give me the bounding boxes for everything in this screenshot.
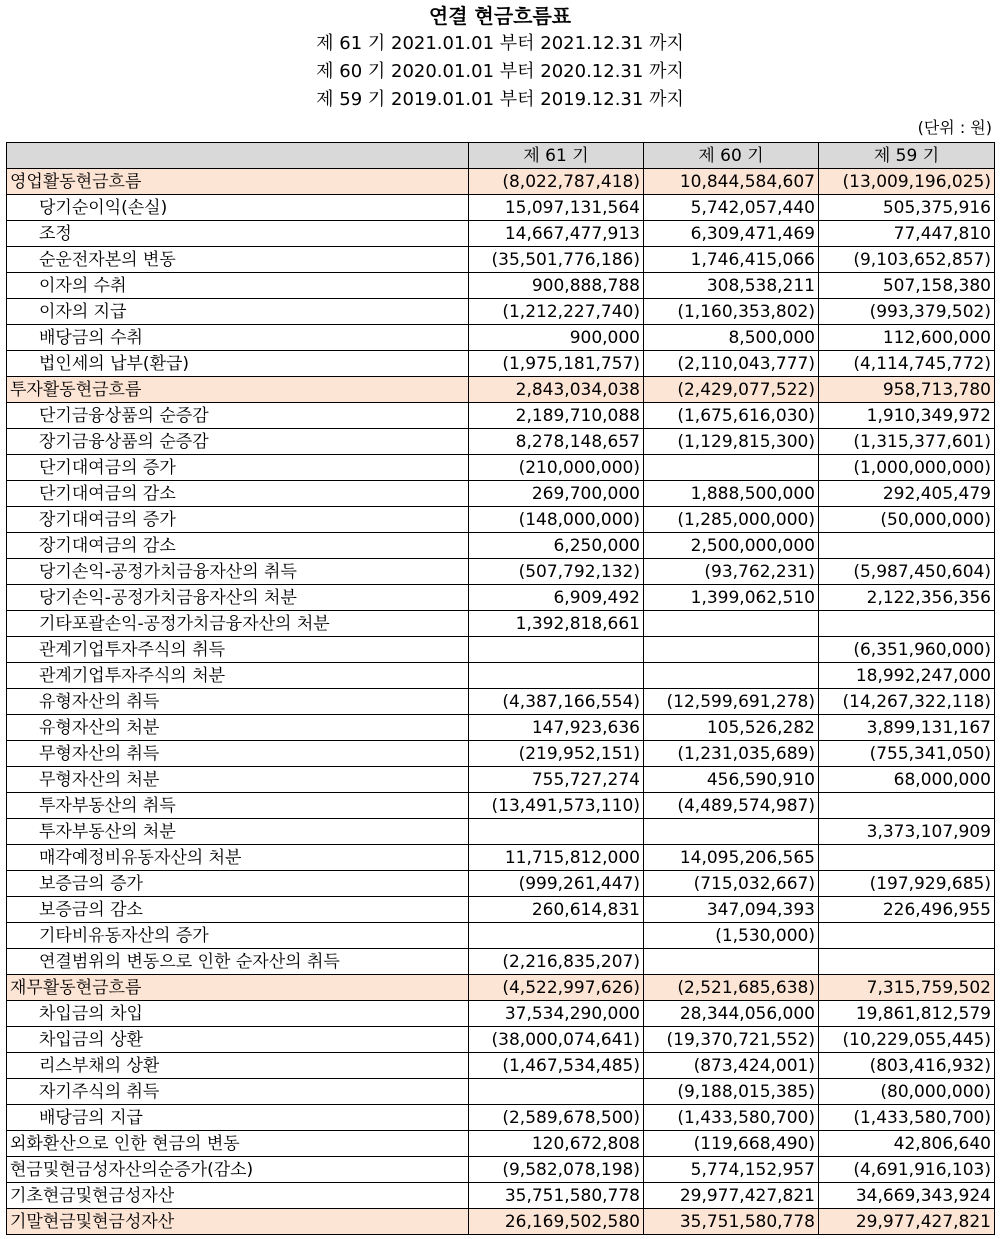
row-label: 단기금융상품의 순증감 [7, 403, 469, 429]
value-59: 507,158,380 [819, 273, 995, 299]
value-60: 456,590,910 [644, 767, 819, 793]
value-60: (1,285,000,000) [644, 507, 819, 533]
table-row [7, 481, 995, 507]
value-61: 14,667,477,913 [469, 221, 644, 247]
value-60: 1,399,062,510 [644, 585, 819, 611]
table-row [7, 793, 995, 819]
table-row [7, 689, 995, 715]
table-row [7, 741, 995, 767]
table-row [7, 1001, 995, 1027]
row-label: 차입금의 차입 [7, 1001, 469, 1027]
value-59: (4,114,745,772) [819, 351, 995, 377]
value-59: 7,315,759,502 [819, 975, 995, 1001]
value-59: 34,669,343,924 [819, 1183, 995, 1209]
value-60: 6,309,471,469 [644, 221, 819, 247]
row-label: 기타비유동자산의 증가 [7, 923, 469, 949]
value-61: (13,491,573,110) [469, 793, 644, 819]
value-59: 77,447,810 [819, 221, 995, 247]
row-label: 당기순이익(손실) [7, 195, 469, 221]
table-section-row [7, 975, 995, 1001]
value-60 [644, 611, 819, 637]
value-59: 292,405,479 [819, 481, 995, 507]
value-60: (2,521,685,638) [644, 975, 819, 1001]
value-59: 958,713,780 [819, 377, 995, 403]
table-row [7, 585, 995, 611]
value-59: (5,987,450,604) [819, 559, 995, 585]
value-60 [644, 455, 819, 481]
period-line-61: 제 61 기 2021.01.01 부터 2021.12.31 까지 [316, 33, 684, 54]
value-61: 37,534,290,000 [469, 1001, 644, 1027]
value-60: 14,095,206,565 [644, 845, 819, 871]
row-label: 투자부동산의 취득 [7, 793, 469, 819]
table-row [7, 1183, 995, 1209]
table-section-row [7, 1209, 995, 1235]
row-label: 이자의 수취 [7, 273, 469, 299]
table-section-row [7, 169, 995, 195]
value-61: 6,250,000 [469, 533, 644, 559]
row-label: 배당금의 지급 [7, 1105, 469, 1131]
value-60: (1,160,353,802) [644, 299, 819, 325]
column-header-account [7, 143, 469, 169]
value-60: 2,500,000,000 [644, 533, 819, 559]
table-row [7, 871, 995, 897]
value-60: (119,668,490) [644, 1131, 819, 1157]
value-61 [469, 819, 644, 845]
value-59 [819, 533, 995, 559]
value-60: (2,110,043,777) [644, 351, 819, 377]
period-line-59: 제 59 기 2019.01.01 부터 2019.12.31 까지 [316, 89, 684, 110]
table-row [7, 455, 995, 481]
table-row [7, 1131, 995, 1157]
value-59: (1,315,377,601) [819, 429, 995, 455]
row-label: 영업활동현금흐름 [7, 169, 469, 195]
row-label: 현금및현금성자산의순증가(감소) [7, 1157, 469, 1183]
table-row [7, 429, 995, 455]
value-60: (1,433,580,700) [644, 1105, 819, 1131]
row-label: 차입금의 상환 [7, 1027, 469, 1053]
table-row [7, 533, 995, 559]
value-61: (507,792,132) [469, 559, 644, 585]
table-row [7, 273, 995, 299]
value-59: 226,496,955 [819, 897, 995, 923]
table-row [7, 221, 995, 247]
value-61: (148,000,000) [469, 507, 644, 533]
value-61: (4,522,997,626) [469, 975, 644, 1001]
table-row [7, 507, 995, 533]
table-section-row [7, 377, 995, 403]
value-59 [819, 845, 995, 871]
value-59: (50,000,000) [819, 507, 995, 533]
table-row [7, 819, 995, 845]
value-61 [469, 1079, 644, 1105]
value-60: 1,888,500,000 [644, 481, 819, 507]
row-label: 당기손익-공정가치금융자산의 처분 [7, 585, 469, 611]
table-row [7, 715, 995, 741]
table-row [7, 1079, 995, 1105]
value-61: 15,097,131,564 [469, 195, 644, 221]
value-60: (12,599,691,278) [644, 689, 819, 715]
value-59: (755,341,050) [819, 741, 995, 767]
table-row [7, 325, 995, 351]
value-61: 11,715,812,000 [469, 845, 644, 871]
value-59: (13,009,196,025) [819, 169, 995, 195]
value-60: (1,530,000) [644, 923, 819, 949]
value-59: 3,899,131,167 [819, 715, 995, 741]
row-label: 유형자산의 처분 [7, 715, 469, 741]
value-61: (999,261,447) [469, 871, 644, 897]
value-60: (9,188,015,385) [644, 1079, 819, 1105]
value-61: (9,582,078,198) [469, 1157, 644, 1183]
row-label: 외화환산으로 인한 현금의 변동 [7, 1131, 469, 1157]
value-61: 2,189,710,088 [469, 403, 644, 429]
value-59: (80,000,000) [819, 1079, 995, 1105]
value-59: (1,000,000,000) [819, 455, 995, 481]
value-59: 19,861,812,579 [819, 1001, 995, 1027]
value-59: 18,992,247,000 [819, 663, 995, 689]
value-61: 120,672,808 [469, 1131, 644, 1157]
row-label: 리스부채의 상환 [7, 1053, 469, 1079]
row-label: 법인세의 납부(환급) [7, 351, 469, 377]
row-label: 투자활동현금흐름 [7, 377, 469, 403]
row-label: 보증금의 감소 [7, 897, 469, 923]
row-label: 재무활동현금흐름 [7, 975, 469, 1001]
table-row [7, 663, 995, 689]
table-row [7, 403, 995, 429]
value-59: (197,929,685) [819, 871, 995, 897]
value-59: 3,373,107,909 [819, 819, 995, 845]
row-label: 투자부동산의 처분 [7, 819, 469, 845]
value-60 [644, 819, 819, 845]
table-body [7, 169, 995, 1235]
value-60: 5,742,057,440 [644, 195, 819, 221]
value-61: (1,975,181,757) [469, 351, 644, 377]
value-60: 1,746,415,066 [644, 247, 819, 273]
table-row [7, 1027, 995, 1053]
value-59 [819, 949, 995, 975]
statement-title: 연결 현금흐름표 [428, 4, 572, 28]
value-59: (14,267,322,118) [819, 689, 995, 715]
value-59: (1,433,580,700) [819, 1105, 995, 1131]
value-59: (6,351,960,000) [819, 637, 995, 663]
table-row [7, 299, 995, 325]
row-label: 무형자산의 취득 [7, 741, 469, 767]
value-61 [469, 923, 644, 949]
table-row [7, 1105, 995, 1131]
row-label: 무형자산의 처분 [7, 767, 469, 793]
row-label: 장기대여금의 감소 [7, 533, 469, 559]
row-label: 이자의 지급 [7, 299, 469, 325]
value-61: 900,888,788 [469, 273, 644, 299]
column-header-59: 제 59 기 [819, 143, 995, 169]
row-label: 순운전자본의 변동 [7, 247, 469, 273]
table-row [7, 351, 995, 377]
value-61: (38,000,074,641) [469, 1027, 644, 1053]
value-60: (1,675,616,030) [644, 403, 819, 429]
value-60: (873,424,001) [644, 1053, 819, 1079]
value-61: 900,000 [469, 325, 644, 351]
value-60: 35,751,580,778 [644, 1209, 819, 1235]
value-60: 308,538,211 [644, 273, 819, 299]
value-59 [819, 793, 995, 819]
table-row [7, 559, 995, 585]
value-61 [469, 637, 644, 663]
value-61: 260,614,831 [469, 897, 644, 923]
row-label: 보증금의 증가 [7, 871, 469, 897]
row-label: 단기대여금의 감소 [7, 481, 469, 507]
value-60: (2,429,077,522) [644, 377, 819, 403]
table-row [7, 923, 995, 949]
table-row [7, 949, 995, 975]
value-61: 755,727,274 [469, 767, 644, 793]
value-61: 8,278,148,657 [469, 429, 644, 455]
value-59: (10,229,055,445) [819, 1027, 995, 1053]
value-60: 8,500,000 [644, 325, 819, 351]
value-59: (9,103,652,857) [819, 247, 995, 273]
value-60: (1,231,035,689) [644, 741, 819, 767]
value-59: 42,806,640 [819, 1131, 995, 1157]
value-59: 68,000,000 [819, 767, 995, 793]
value-60: 347,094,393 [644, 897, 819, 923]
value-60: (1,129,815,300) [644, 429, 819, 455]
value-59: 505,375,916 [819, 195, 995, 221]
value-59: (803,416,932) [819, 1053, 995, 1079]
table-row [7, 1157, 995, 1183]
table-row [7, 247, 995, 273]
value-61: (4,387,166,554) [469, 689, 644, 715]
value-59: 2,122,356,356 [819, 585, 995, 611]
value-61 [469, 663, 644, 689]
value-61: (8,022,787,418) [469, 169, 644, 195]
value-61: (1,467,534,485) [469, 1053, 644, 1079]
row-label: 장기금융상품의 순증감 [7, 429, 469, 455]
value-60: 28,344,056,000 [644, 1001, 819, 1027]
value-60 [644, 637, 819, 663]
cash-flow-table [6, 142, 995, 1235]
value-61: (2,216,835,207) [469, 949, 644, 975]
value-60: (19,370,721,552) [644, 1027, 819, 1053]
value-61: (1,212,227,740) [469, 299, 644, 325]
row-label: 관계기업투자주식의 취득 [7, 637, 469, 663]
value-59 [819, 923, 995, 949]
value-60: (4,489,574,987) [644, 793, 819, 819]
value-61: (2,589,678,500) [469, 1105, 644, 1131]
value-60: 5,774,152,957 [644, 1157, 819, 1183]
table-row [7, 767, 995, 793]
table-row [7, 845, 995, 871]
row-label: 매각예정비유동자산의 처분 [7, 845, 469, 871]
row-label: 유형자산의 취득 [7, 689, 469, 715]
table-header-row [7, 143, 995, 169]
value-60: (93,762,231) [644, 559, 819, 585]
value-59: 29,977,427,821 [819, 1209, 995, 1235]
column-header-60: 제 60 기 [644, 143, 819, 169]
row-label: 단기대여금의 증가 [7, 455, 469, 481]
value-59 [819, 611, 995, 637]
value-61: 26,169,502,580 [469, 1209, 644, 1235]
value-60 [644, 663, 819, 689]
row-label: 기초현금및현금성자산 [7, 1183, 469, 1209]
period-line-60: 제 60 기 2020.01.01 부터 2020.12.31 까지 [316, 61, 684, 82]
value-61: 1,392,818,661 [469, 611, 644, 637]
unit-label: (단위 : 원) [917, 118, 992, 137]
value-61: (35,501,776,186) [469, 247, 644, 273]
row-label: 관계기업투자주식의 처분 [7, 663, 469, 689]
row-label: 당기손익-공정가치금융자산의 취득 [7, 559, 469, 585]
value-60: 29,977,427,821 [644, 1183, 819, 1209]
row-label: 기타포괄손익-공정가치금융자산의 처분 [7, 611, 469, 637]
value-59: (4,691,916,103) [819, 1157, 995, 1183]
value-61: 269,700,000 [469, 481, 644, 507]
row-label: 배당금의 수취 [7, 325, 469, 351]
row-label: 장기대여금의 증가 [7, 507, 469, 533]
value-61: 6,909,492 [469, 585, 644, 611]
row-label: 조정 [7, 221, 469, 247]
value-61: 35,751,580,778 [469, 1183, 644, 1209]
value-59: 1,910,349,972 [819, 403, 995, 429]
value-59: (993,379,502) [819, 299, 995, 325]
value-60: 10,844,584,607 [644, 169, 819, 195]
row-label: 자기주식의 취득 [7, 1079, 469, 1105]
value-60: 105,526,282 [644, 715, 819, 741]
table-row [7, 897, 995, 923]
statement-header [0, 0, 1000, 114]
table-row [7, 637, 995, 663]
table-row [7, 195, 995, 221]
value-61: (219,952,151) [469, 741, 644, 767]
column-header-61: 제 61 기 [469, 143, 644, 169]
value-61: (210,000,000) [469, 455, 644, 481]
table-row [7, 1053, 995, 1079]
row-label: 기말현금및현금성자산 [7, 1209, 469, 1235]
value-61: 2,843,034,038 [469, 377, 644, 403]
value-60: (715,032,667) [644, 871, 819, 897]
value-60 [644, 949, 819, 975]
value-61: 147,923,636 [469, 715, 644, 741]
row-label: 연결범위의 변동으로 인한 순자산의 취득 [7, 949, 469, 975]
table-row [7, 611, 995, 637]
value-59: 112,600,000 [819, 325, 995, 351]
